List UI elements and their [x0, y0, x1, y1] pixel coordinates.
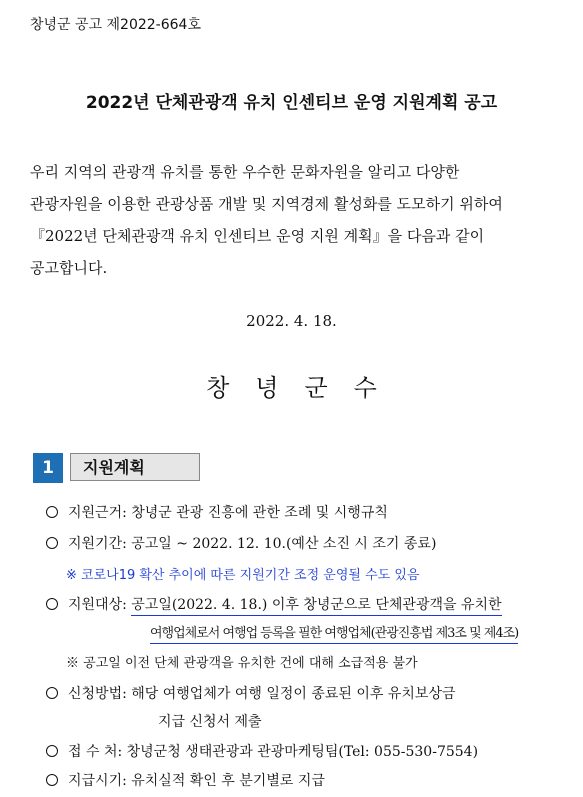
circle-bullet-icon — [46, 598, 58, 610]
intro-line: 공고합니다. — [30, 259, 108, 277]
section-title: 지원계획 — [70, 453, 200, 481]
intro-line: 『2022년 단체관광객 유치 인센티브 운영 지원 계획』을 다음과 같이 — [30, 227, 485, 245]
target-text-line1: 공고일(2022. 4. 18.) 이후 창녕군으로 단체관광객을 유치한 — [131, 597, 501, 616]
notice-date: 2022. 4. 18. — [246, 312, 337, 330]
period-text: 지원기간: 공고일 ~ 2022. 12. 10.(예산 소진 시 조기 종료) — [68, 536, 437, 552]
section-number-badge: 1 — [33, 453, 63, 483]
basis-text: 지원근거: 창녕군 관광 진흥에 관한 조례 및 시행규칙 — [68, 505, 388, 521]
intro-line: 관광자원을 이용한 관광상품 개발 및 지역경제 활성화를 도모하기 위하여 — [30, 195, 503, 213]
list-item-method — [46, 683, 456, 703]
list-item-target — [46, 594, 502, 614]
notice-number: 창녕군 공고 제2022-664호 — [30, 17, 201, 33]
target-label: 지원대상: — [68, 597, 132, 613]
prior-note: ※ 공고일 이전 단체 관광객을 유치한 건에 대해 소급적용 불가 — [66, 656, 418, 671]
circle-bullet-icon — [46, 687, 58, 699]
method-text-line2: 지급 신청서 제출 — [158, 714, 262, 730]
office-text: 접 수 처: 창녕군청 생태관광과 관광마케팅팀(Tel: 055-530-7554) — [68, 744, 479, 760]
circle-bullet-icon — [46, 506, 58, 518]
list-item-office — [46, 741, 478, 761]
circle-bullet-icon — [46, 745, 58, 757]
target-text-line2: 여행업체로서 여행업 등록을 필한 여행업체(관광진흥법 제3조 및 제4조) — [150, 626, 518, 644]
target-text-line2-wrap — [150, 622, 518, 641]
circle-bullet-icon — [46, 774, 58, 786]
intro-line: 우리 지역의 관광객 유치를 통한 우수한 문화자원을 알리고 다양한 — [30, 163, 460, 181]
list-item-period — [46, 533, 436, 553]
list-item-basis — [46, 502, 388, 522]
issuer-name: 창녕군수 — [206, 374, 403, 402]
list-item-timing — [46, 770, 325, 790]
timing-text: 지급시기: 유치실적 확인 후 분기별로 지급 — [68, 773, 325, 789]
intro-paragraph — [30, 156, 560, 284]
method-text-line1: 신청방법: 해당 여행업체가 여행 일정이 종료된 이후 유치보상금 — [68, 686, 456, 702]
covid-note: ※ 코로나19 확산 추이에 따른 지원기간 조정 운영될 수도 있음 — [66, 568, 420, 583]
circle-bullet-icon — [46, 537, 58, 549]
document-title: 2022년 단체관광객 유치 인센티브 운영 지원계획 공고 — [85, 93, 498, 113]
